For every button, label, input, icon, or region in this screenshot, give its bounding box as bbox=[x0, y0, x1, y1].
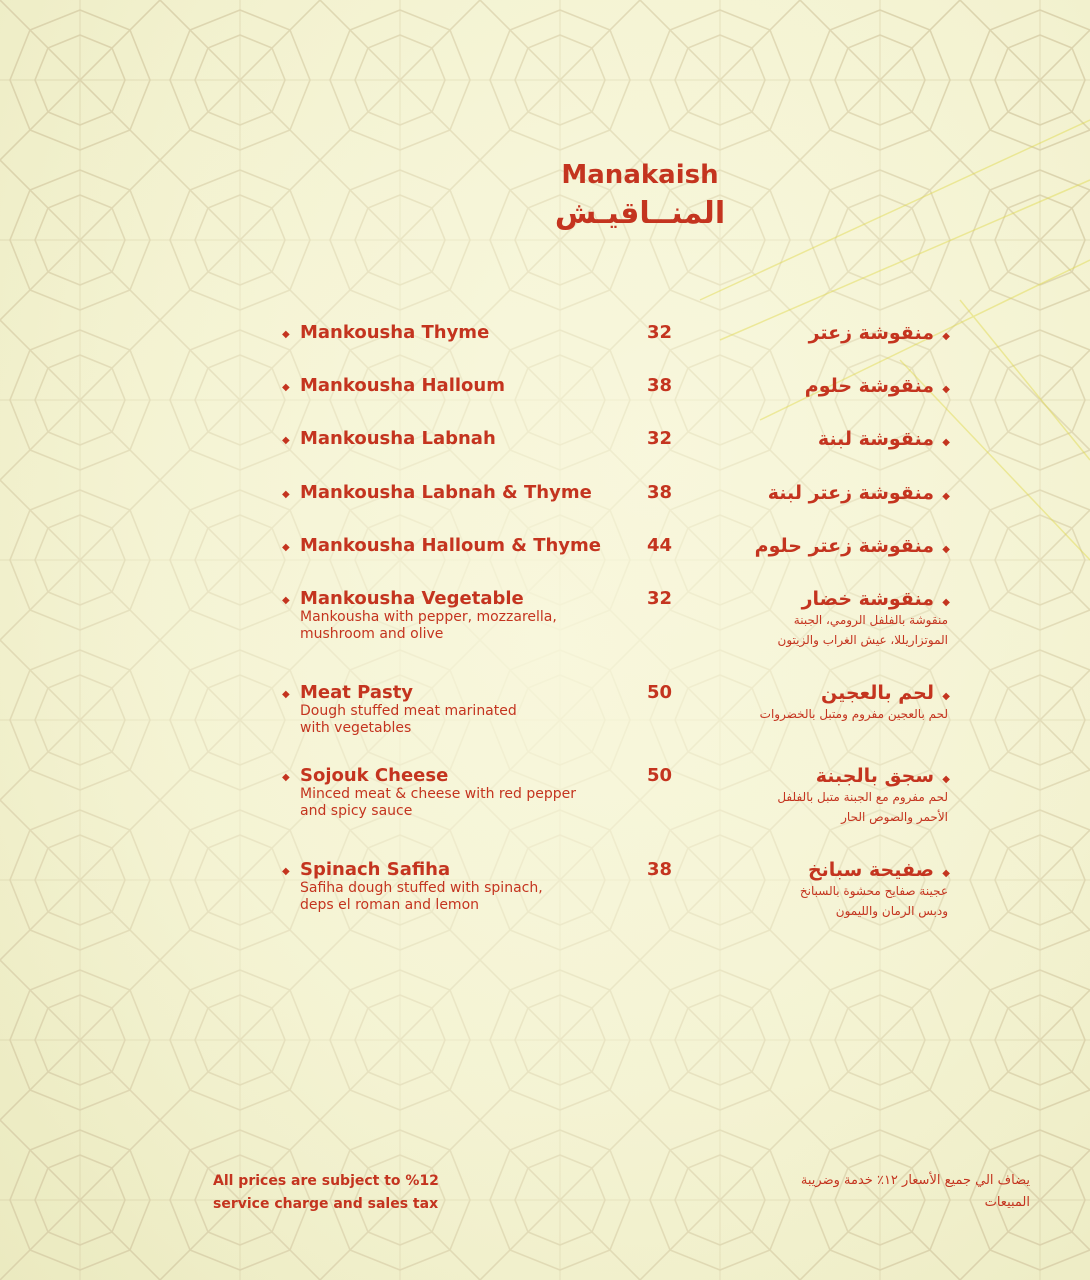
item-name-arabic: منقوشة زعتر bbox=[808, 322, 934, 344]
item-name: Meat Pasty bbox=[300, 682, 414, 703]
item-name-arabic: منقوشة حلوم bbox=[804, 375, 934, 397]
item-name-arabic: منقوشة خضار bbox=[801, 588, 934, 610]
diamond-bullet-icon: ◆ bbox=[282, 489, 290, 500]
menu-item-ar bbox=[590, 535, 950, 557]
diamond-bullet-icon: ◆ bbox=[282, 595, 290, 606]
diamond-bullet-icon: ◆ bbox=[282, 382, 290, 393]
menu-item-ar bbox=[590, 482, 950, 504]
item-price: 50 bbox=[646, 682, 672, 703]
diamond-bullet-icon: ◆ bbox=[942, 491, 950, 502]
item-name: Mankousha Halloum bbox=[300, 375, 505, 396]
title-english: Manakaish bbox=[561, 160, 719, 190]
item-name-arabic: منقوشة زعتر لبنة bbox=[767, 482, 934, 504]
item-price: 32 bbox=[646, 588, 672, 609]
diamond-bullet-icon: ◆ bbox=[942, 384, 950, 395]
diamond-bullet-icon: ◆ bbox=[282, 542, 290, 553]
diamond-bullet-icon: ◆ bbox=[942, 437, 950, 448]
item-description: Minced meat & cheese with red pepper and spicy sauce bbox=[300, 786, 576, 819]
item-description-arabic: لحم بالعجين مفروم ومتبل بالخضروات bbox=[759, 707, 948, 721]
footer-note-arabic: يضاف الي جميع الأسعار ١٢٪ خدمة وضريبة المبيعات bbox=[800, 1173, 1030, 1210]
diamond-bullet-icon: ◆ bbox=[942, 331, 950, 342]
diamond-bullet-icon: ◆ bbox=[282, 772, 290, 783]
menu-item-ar bbox=[590, 322, 950, 344]
item-name: Mankousha Halloum & Thyme bbox=[300, 535, 601, 556]
diamond-bullet-icon: ◆ bbox=[282, 329, 290, 340]
diamond-bullet-icon: ◆ bbox=[282, 866, 290, 877]
item-name-arabic: صفيحة سبانخ bbox=[807, 859, 934, 881]
item-name: Spinach Safiha bbox=[300, 859, 451, 880]
item-description-arabic: عجينة صفايح محشوة بالسبانخ ودبس الرمان والليمون bbox=[799, 884, 948, 918]
footer-line-1: All prices are subject to %12 bbox=[213, 1173, 439, 1189]
diamond-bullet-icon: ◆ bbox=[942, 597, 950, 608]
item-name: Mankousha Thyme bbox=[300, 322, 490, 343]
diamond-bullet-icon: ◆ bbox=[942, 544, 950, 555]
item-price: 32 bbox=[646, 322, 672, 343]
item-price: 32 bbox=[646, 428, 672, 449]
item-price: 38 bbox=[646, 859, 672, 880]
item-description: Dough stuffed meat marinated with vegetables bbox=[300, 703, 517, 736]
diamond-bullet-icon: ◆ bbox=[282, 435, 290, 446]
diamond-bullet-icon: ◆ bbox=[942, 774, 950, 785]
menu-item-ar bbox=[590, 682, 950, 724]
item-name-arabic: لحم بالعجين bbox=[820, 682, 934, 704]
diamond-bullet-icon: ◆ bbox=[282, 689, 290, 700]
item-price: 38 bbox=[646, 482, 672, 503]
item-name-arabic: منقوشة لبنة bbox=[817, 428, 934, 450]
title-arabic: المنــاقيـش bbox=[554, 196, 726, 231]
diamond-bullet-icon: ◆ bbox=[942, 868, 950, 879]
item-name-arabic: سجق بالجبنة bbox=[815, 765, 934, 787]
menu-item-ar bbox=[590, 375, 950, 397]
item-price: 38 bbox=[646, 375, 672, 396]
footer-note-english bbox=[213, 1170, 439, 1216]
menu-title bbox=[520, 160, 760, 231]
item-description-arabic: منقوشة بالفلفل الرومي، الجبنة الموتزاريللا، عيش الغراب والزيتون bbox=[777, 613, 948, 647]
item-description: Safiha dough stuffed with spinach, deps el roman and lemon bbox=[300, 880, 543, 913]
menu-item-ar bbox=[590, 588, 950, 650]
item-name: Mankousha Vegetable bbox=[300, 588, 524, 609]
footer-line-2: service charge and sales tax bbox=[213, 1196, 439, 1212]
item-name: Sojouk Cheese bbox=[300, 765, 449, 786]
item-description: Mankousha with pepper, mozzarella, mushroom and olive bbox=[300, 609, 557, 642]
menu-item-ar bbox=[590, 428, 950, 450]
item-price: 50 bbox=[646, 765, 672, 786]
item-name: Mankousha Labnah bbox=[300, 428, 496, 449]
item-description-arabic: لحم مفروم مع الجبنة متبل بالفلفل الأحمر والصوص الحار bbox=[777, 790, 948, 824]
diamond-bullet-icon: ◆ bbox=[942, 691, 950, 702]
menu-item-ar bbox=[590, 765, 950, 827]
item-name-arabic: منقوشة زعتر حلوم bbox=[754, 535, 934, 557]
item-name: Mankousha Labnah & Thyme bbox=[300, 482, 592, 503]
menu-item-ar bbox=[590, 859, 950, 921]
item-price: 44 bbox=[646, 535, 672, 556]
